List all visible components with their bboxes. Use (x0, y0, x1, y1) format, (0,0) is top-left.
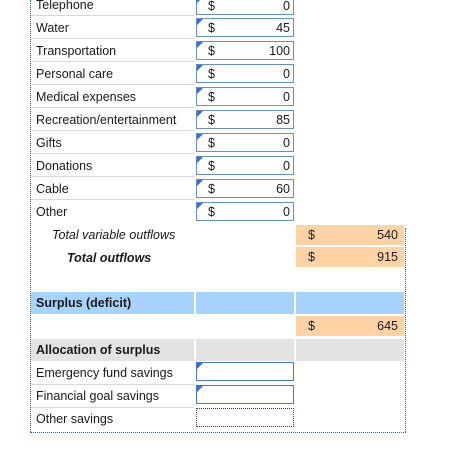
comment-flag-icon (197, 65, 203, 71)
row-label-financial-goal: Financial goal savings (36, 389, 159, 403)
allocation-band-total-cell (296, 339, 404, 361)
worksheet-border-bottom (30, 432, 406, 433)
input-telephone[interactable]: $ 0 (196, 0, 294, 15)
row-label-medical-expenses: Medical expenses (36, 90, 137, 104)
row-label-donations: Donations (36, 159, 93, 173)
comment-flag-icon (197, 42, 203, 48)
input-transportation[interactable]: $ 100 (196, 41, 294, 60)
row-label-emergency-fund: Emergency fund savings (36, 366, 173, 380)
total-variable-outflows-label: Total variable outflows (52, 228, 176, 242)
input-water[interactable]: $ 45 (196, 18, 294, 37)
row-label-transportation: Transportation (36, 44, 117, 58)
worksheet-border-right (405, 228, 406, 432)
input-donations[interactable]: $ 0 (196, 156, 294, 175)
surplus-deficit-label: Surplus (deficit) (36, 296, 132, 310)
allocation-of-surplus-label: Allocation of surplus (36, 343, 161, 357)
row-label-cable: Cable (36, 182, 69, 196)
row-label-water: Water (36, 21, 69, 35)
comment-flag-icon (197, 111, 203, 117)
comment-flag-icon (197, 180, 203, 186)
comment-flag-icon (197, 88, 203, 94)
input-cable[interactable]: $ 60 (196, 179, 294, 198)
row-label-other-savings: Other savings (36, 412, 114, 426)
comment-flag-icon (197, 134, 203, 140)
row-label-gifts: Gifts (36, 136, 62, 150)
allocation-band-input-cell (196, 339, 294, 361)
row-label-other: Other (36, 205, 68, 219)
worksheet-border-left (30, 0, 31, 432)
total-outflows-label: Total outflows (67, 251, 152, 265)
row-label-telephone: Telephone (36, 0, 94, 12)
input-financial-goal[interactable] (196, 385, 294, 404)
row-label-recreation: Recreation/entertainment (36, 113, 177, 127)
comment-flag-icon (197, 363, 203, 369)
input-personal-care[interactable]: $ 0 (196, 64, 294, 83)
comment-flag-icon (197, 386, 203, 392)
input-gifts[interactable]: $ 0 (196, 133, 294, 152)
total-variable-outflows-value: $ 540 (296, 225, 404, 245)
input-other-savings[interactable] (196, 408, 294, 427)
comment-flag-icon (197, 0, 203, 3)
comment-flag-icon (197, 157, 203, 163)
comment-flag-icon (197, 19, 203, 25)
total-outflows-value: $ 915 (296, 247, 404, 267)
input-other[interactable]: $ 0 (196, 202, 294, 221)
input-emergency-fund[interactable] (196, 362, 294, 381)
surplus-value: $ 645 (296, 316, 404, 336)
surplus-band-total-cell (296, 292, 404, 314)
comment-flag-icon (197, 203, 203, 209)
surplus-band-input-cell (196, 292, 294, 314)
input-recreation[interactable]: $ 85 (196, 110, 294, 129)
input-medical-expenses[interactable]: $ 0 (196, 87, 294, 106)
row-label-personal-care: Personal care (36, 67, 114, 81)
